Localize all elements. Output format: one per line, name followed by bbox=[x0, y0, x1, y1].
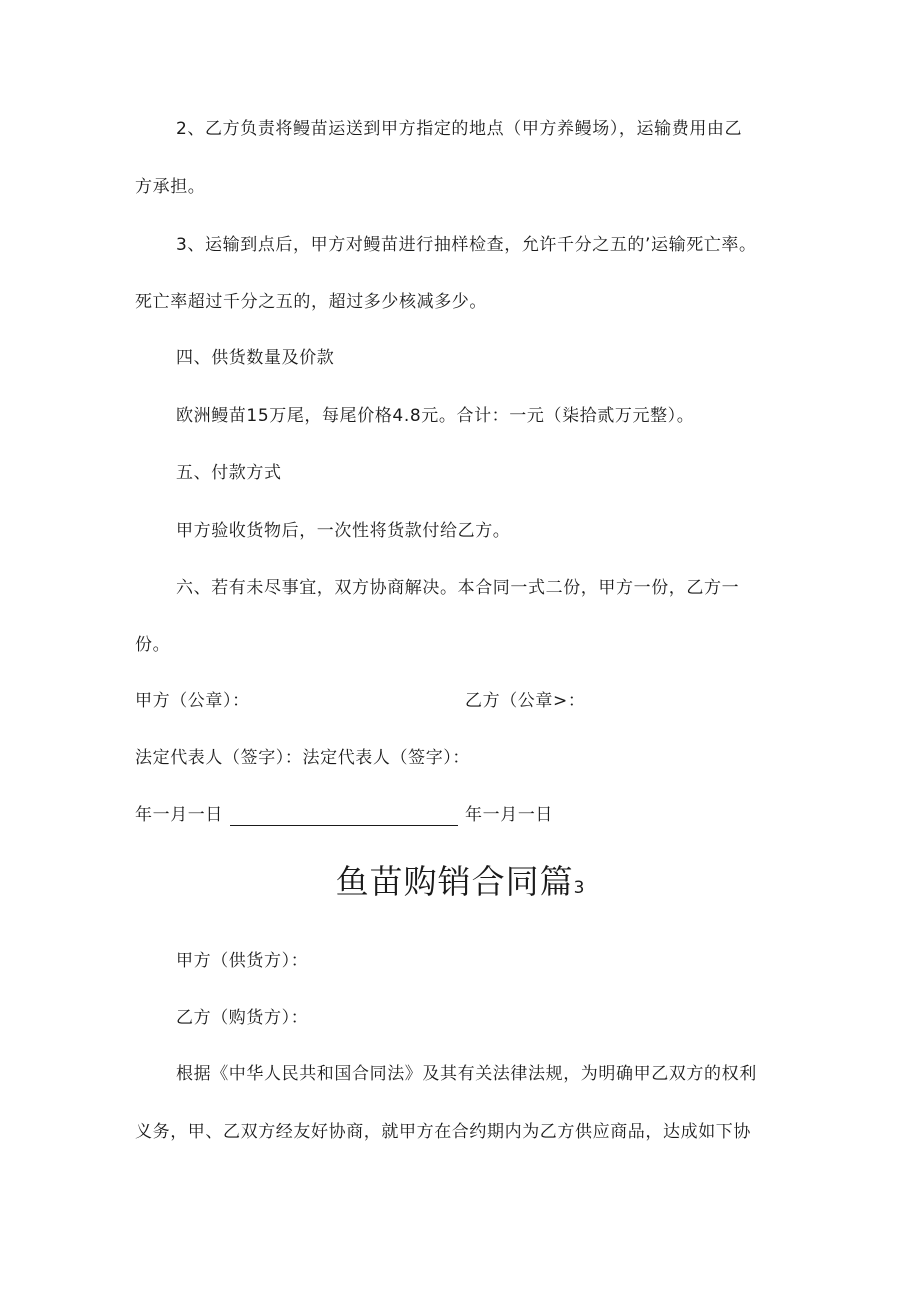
clause-quantity-price: 欧洲鳗苗15万尾，每尾价格4.8元。合计：一元（柒拾贰万元整）。 bbox=[176, 406, 695, 426]
signature-blank-line bbox=[230, 807, 458, 826]
party-a-seal-label: 甲方（公章）： bbox=[135, 691, 250, 711]
section-title-number: 3 bbox=[573, 878, 585, 898]
intro-paragraph-cont: 义务，甲、乙双方经友好协商，就甲方在合约期内为乙方供应商品，达成如下协 bbox=[135, 1122, 751, 1142]
legal-representatives-label: 法定代表人（签字）：法定代表人（签字）： bbox=[135, 748, 470, 768]
party-a-supplier-label: 甲方（供货方）： bbox=[176, 951, 309, 971]
clause-transport-delivery: 2、乙方负责将鳗苗运送到甲方指定的地点（甲方养鳗场），运输费用由乙 bbox=[176, 119, 743, 139]
party-b-buyer-label: 乙方（购货方）： bbox=[176, 1008, 309, 1028]
clause-misc-cont: 份。 bbox=[135, 635, 171, 655]
clause-payment: 甲方验收货物后，一次性将货款付给乙方。 bbox=[176, 521, 511, 541]
clause-inspection: 3、运输到点后，甲方对鳗苗进行抽样检查，允许千分之五的’运输死亡率。 bbox=[176, 235, 757, 255]
date-left: 年一月一日 bbox=[135, 805, 223, 825]
clause-transport-delivery-cont: 方承担。 bbox=[135, 177, 206, 197]
clause-misc: 六、若有未尽事宜，双方协商解决。本合同一式二份，甲方一份，乙方一 bbox=[176, 578, 740, 598]
section-heading-quantity-price: 四、供货数量及价款 bbox=[176, 348, 335, 368]
date-right: 年一月一日 bbox=[465, 805, 554, 825]
section-title bbox=[0, 860, 920, 910]
clause-inspection-cont: 死亡率超过千分之五的，超过多少核减多少。 bbox=[135, 292, 487, 312]
section-title-text: 鱼苗购销合同篇 bbox=[335, 862, 574, 901]
intro-paragraph: 根据《中华人民共和国合同法》及其有关法律法规，为明确甲乙双方的权利 bbox=[176, 1064, 757, 1084]
section-heading-payment: 五、付款方式 bbox=[176, 463, 282, 483]
signature-dates bbox=[135, 804, 553, 826]
party-b-seal-label: 乙方（公章>： bbox=[465, 691, 586, 711]
